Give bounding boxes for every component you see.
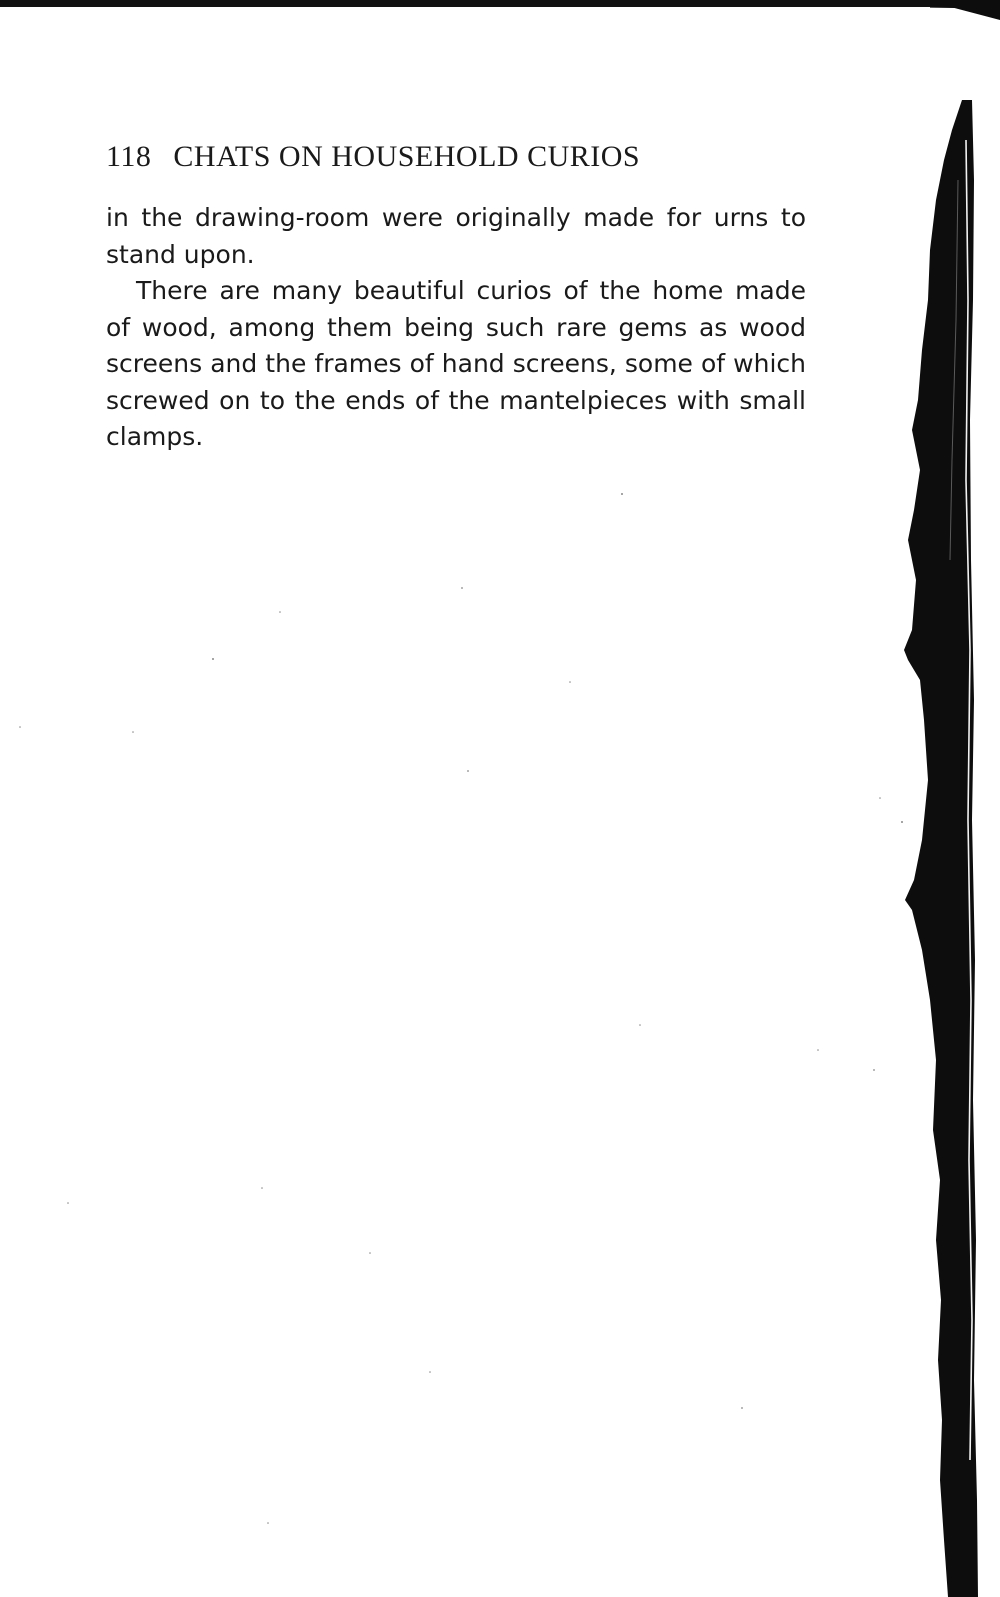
running-title: CHATS ON HOUSEHOLD CURIOS — [173, 140, 641, 173]
top-scan-edge-corner — [930, 0, 1000, 20]
paragraph: There are many beautiful curios of the home made of wood, among them being such rare gems as wood screens and the frames of hand screens, some of which screwed on to the ends of the mantelpieces with small clamps. — [106, 276, 806, 451]
running-header — [106, 140, 806, 174]
paragraph-continuation: in the drawing-room were originally made for urns to stand upon. — [106, 203, 806, 269]
body-text — [106, 200, 806, 456]
top-scan-edge — [0, 0, 1000, 7]
book-spine-shadow — [900, 0, 1000, 1597]
page-number: 118 — [106, 140, 152, 173]
